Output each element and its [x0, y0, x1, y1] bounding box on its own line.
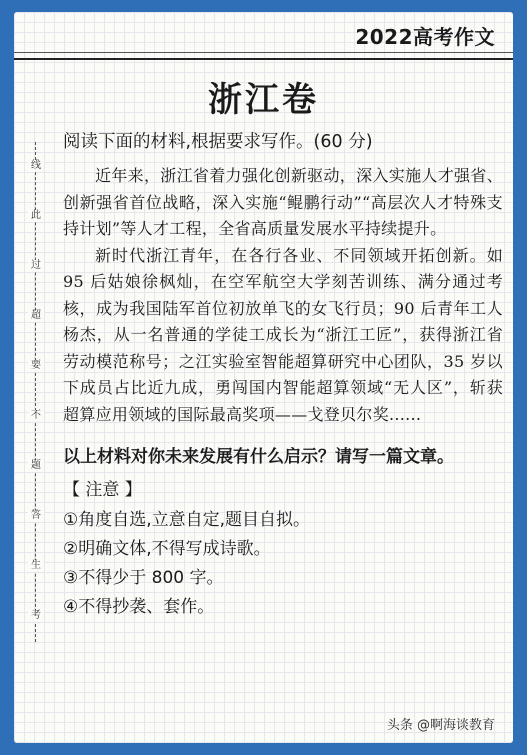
notice-item: ②明确文体,不得写成诗歌。 — [63, 539, 271, 559]
binding-char: 生 — [28, 560, 44, 572]
binding-char: 超 — [28, 310, 44, 322]
header-bar — [14, 12, 513, 60]
binding-char: 考 — [28, 610, 44, 622]
watermark-footer: 头条 @啊海谈教育 — [386, 718, 495, 733]
binding-char: 题 — [28, 460, 44, 472]
exam-paper — [14, 12, 513, 743]
notice-item: ③不得少于 800 字。 — [63, 568, 224, 588]
notice-item: ①角度自选,立意自定,题目自拟。 — [63, 510, 311, 530]
binding-char: 要 — [28, 360, 44, 372]
material-paragraph: 近年来，浙江省着力强化创新驱动，深入实施人才强省、创新强省首位战略，深入实施“鲲鹏行动”“高层次人才特殊支持计划”等人才工程，全省高质量发展水平持续提升。 — [63, 166, 503, 238]
binding-line — [28, 142, 44, 642]
header-rule — [14, 52, 513, 53]
content — [63, 128, 503, 622]
binding-char: 答 — [28, 510, 44, 522]
binding-char: 不 — [28, 410, 44, 422]
question: 以上材料对你未来发展有什么启示？请写一篇文章。 — [63, 447, 454, 467]
material-paragraph: 新时代浙江青年，在各行各业、不同领域开拓创新。如 95 后姑娘徐枫灿，在空军航空大学刻苦训练、满分通过考核，成为我国陆军首位初放单飞的女飞行员；90 后青年工人杨杰，从一名普通的学徒工成长为“浙江工匠”，获得浙江省劳动模范称号；之江实验室智能超算研究中心团队，35 岁以下成员占比近九成，勇闯国内智能超算领域“无人区”，斩获超算应用领域的国际最高奖项——戈登贝尔奖...... — [63, 245, 503, 424]
notice-title: 【 注意 】 — [63, 480, 142, 500]
header-title: 2022高考作文 — [355, 25, 495, 49]
binding-char: 线 — [28, 160, 44, 172]
page-title: 浙江卷 — [208, 80, 319, 120]
prompt: 阅读下面的材料,根据要求写作。(60 分) — [63, 132, 373, 152]
notice-item: ④不得抄袭、套作。 — [63, 597, 215, 617]
binding-char: 此 — [28, 210, 44, 222]
binding-char: 过 — [28, 260, 44, 272]
